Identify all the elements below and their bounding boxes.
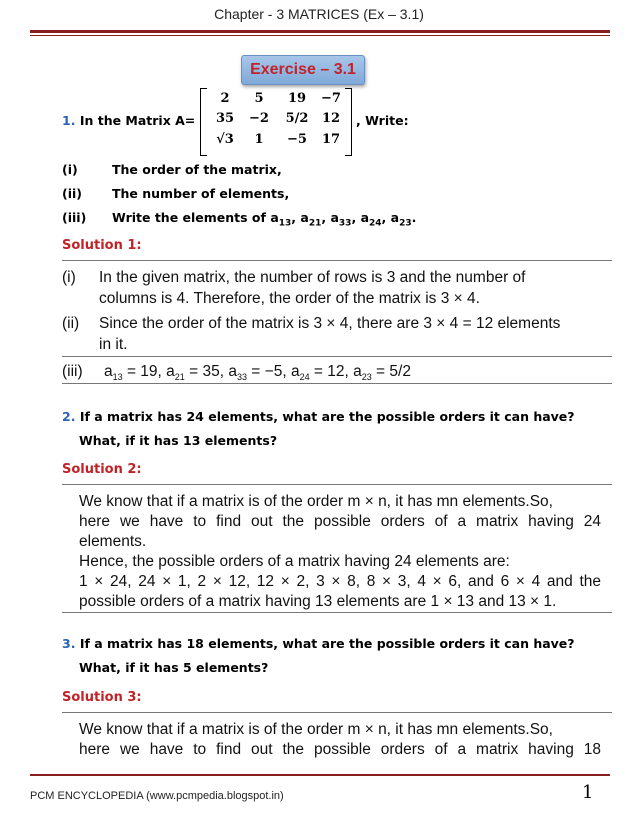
divider: [62, 612, 612, 613]
matrix-cell: 1: [254, 132, 264, 147]
matrix-cell: 5/2: [285, 111, 309, 126]
solution-1-heading: Solution 1:: [62, 238, 142, 253]
q2-number: 2.: [62, 409, 76, 424]
q2-text: If a matrix has 24 elements, what are the possible orders it can have?: [79, 409, 575, 424]
matrix-cell: −7: [321, 91, 341, 106]
sol2-line-3: elements.: [79, 533, 147, 550]
q3-line-2: What, if it has 5 elements?: [79, 660, 269, 675]
sol1-item-1-line-1: In the given matrix, the number of rows is 3 and the number of: [99, 269, 526, 286]
matrix-cell: 17: [321, 132, 341, 147]
header-rule: [30, 30, 610, 33]
sol1-item-2-line-1: Since the order of the matrix is 3 × 4, there are 3 × 4 = 12 elements: [99, 315, 561, 332]
sol2-line-4: Hence, the possible orders of a matrix having 24 elements are:: [79, 553, 510, 570]
solution-3-heading: Solution 3:: [62, 690, 142, 705]
q3-line-1: [62, 636, 575, 651]
matrix-cell: −5: [287, 132, 307, 147]
matrix-bracket-left: [200, 88, 207, 156]
q3-number: 3.: [62, 636, 76, 651]
divider: [62, 356, 612, 357]
solution-2-heading: Solution 2:: [62, 462, 142, 477]
footer-rule: [30, 774, 610, 776]
matrix-a: [200, 88, 352, 154]
sol2-line-2: here we have to find out the possible orders of a matrix having 24: [79, 513, 601, 530]
q2-line-2: What, if it has 13 elements?: [79, 433, 278, 448]
matrix-cell: −2: [249, 111, 269, 126]
sol2-line-1: We know that if a matrix is of the order m × n, it has mn elements.So,: [79, 493, 553, 510]
matrix-cell: 19: [287, 91, 307, 106]
page-number: 1: [582, 782, 594, 803]
sol1-item-1-roman: (i): [62, 269, 76, 286]
header-rule-thin: [30, 35, 610, 36]
divider: [62, 260, 612, 261]
matrix-cell: 12: [321, 111, 341, 126]
sol3-line-2: here we have to find out the possible orders of a matrix having 18: [79, 741, 601, 758]
sol3-line-1: We know that if a matrix is of the order m × n, it has mn elements.So,: [79, 721, 553, 738]
q1-suffix: , Write:: [356, 113, 409, 128]
q1-item-1: [62, 162, 282, 177]
sol1-item-2-line-2: in it.: [99, 336, 128, 353]
exercise-badge: Exercise – 3.1: [241, 55, 365, 85]
matrix-cell: √3: [216, 132, 234, 147]
divider: [62, 383, 612, 384]
matrix-cell: 35: [215, 111, 235, 126]
q3-text: If a matrix has 18 elements, what are the possible orders it can have?: [79, 636, 575, 651]
page-header-title: Chapter - 3 MATRICES (Ex – 3.1): [214, 6, 424, 22]
matrix-row-3: [208, 132, 344, 152]
matrix-row-1: [208, 91, 344, 111]
q1-item-roman: (i): [62, 162, 78, 177]
q1-item-text: The order of the matrix,: [112, 162, 282, 177]
q1-number: 1.: [62, 113, 76, 128]
matrix-cell: 2: [220, 91, 230, 106]
q1-prefix: In the Matrix A=: [79, 113, 196, 128]
q2-line-1: [62, 409, 575, 424]
q1-item-2: [62, 186, 289, 201]
matrix-row-2: [208, 111, 344, 131]
sol1-item-1-line-2: columns is 4. Therefore, the order of the matrix is 3 × 4.: [99, 290, 480, 307]
divider: [62, 484, 612, 485]
matrix-cell: 5: [254, 91, 264, 106]
divider: [62, 712, 612, 713]
sol2-line-6: possible orders of a matrix having 13 elements are 1 × 13 and 13 × 1.: [79, 593, 557, 610]
q1-item-text: The number of elements,: [112, 186, 290, 201]
q1-item-roman: (iii): [62, 210, 87, 225]
q1-item-roman: (ii): [62, 186, 82, 201]
q1-item-3: [62, 210, 416, 229]
footer-site: PCM ENCYCLOPEDIA (www.pcmpedia.blogspot.in): [30, 790, 284, 802]
q1-item-text: Write the elements of $a_{13}$, $a_{21}$, $a_{33}$, $a_{24}$, $a_{23}$.: [112, 210, 417, 229]
sol2-line-5: 1 × 24, 24 × 1, 2 × 12, 12 × 2, 3 × 8, 8 × 3, 4 × 6, and 6 × 4 and the: [79, 573, 601, 590]
sol1-item-2-roman: (ii): [62, 315, 80, 332]
sol1-item-3-roman: (iii): [62, 363, 83, 380]
q1-prompt: [62, 113, 195, 128]
sol1-item-3-line-1: $a_{13} = 19$, $a_{21} = 35$, $a_{33} = -5$, $a_{24} = 12$, $a_{23} = 5/2$: [104, 363, 411, 383]
